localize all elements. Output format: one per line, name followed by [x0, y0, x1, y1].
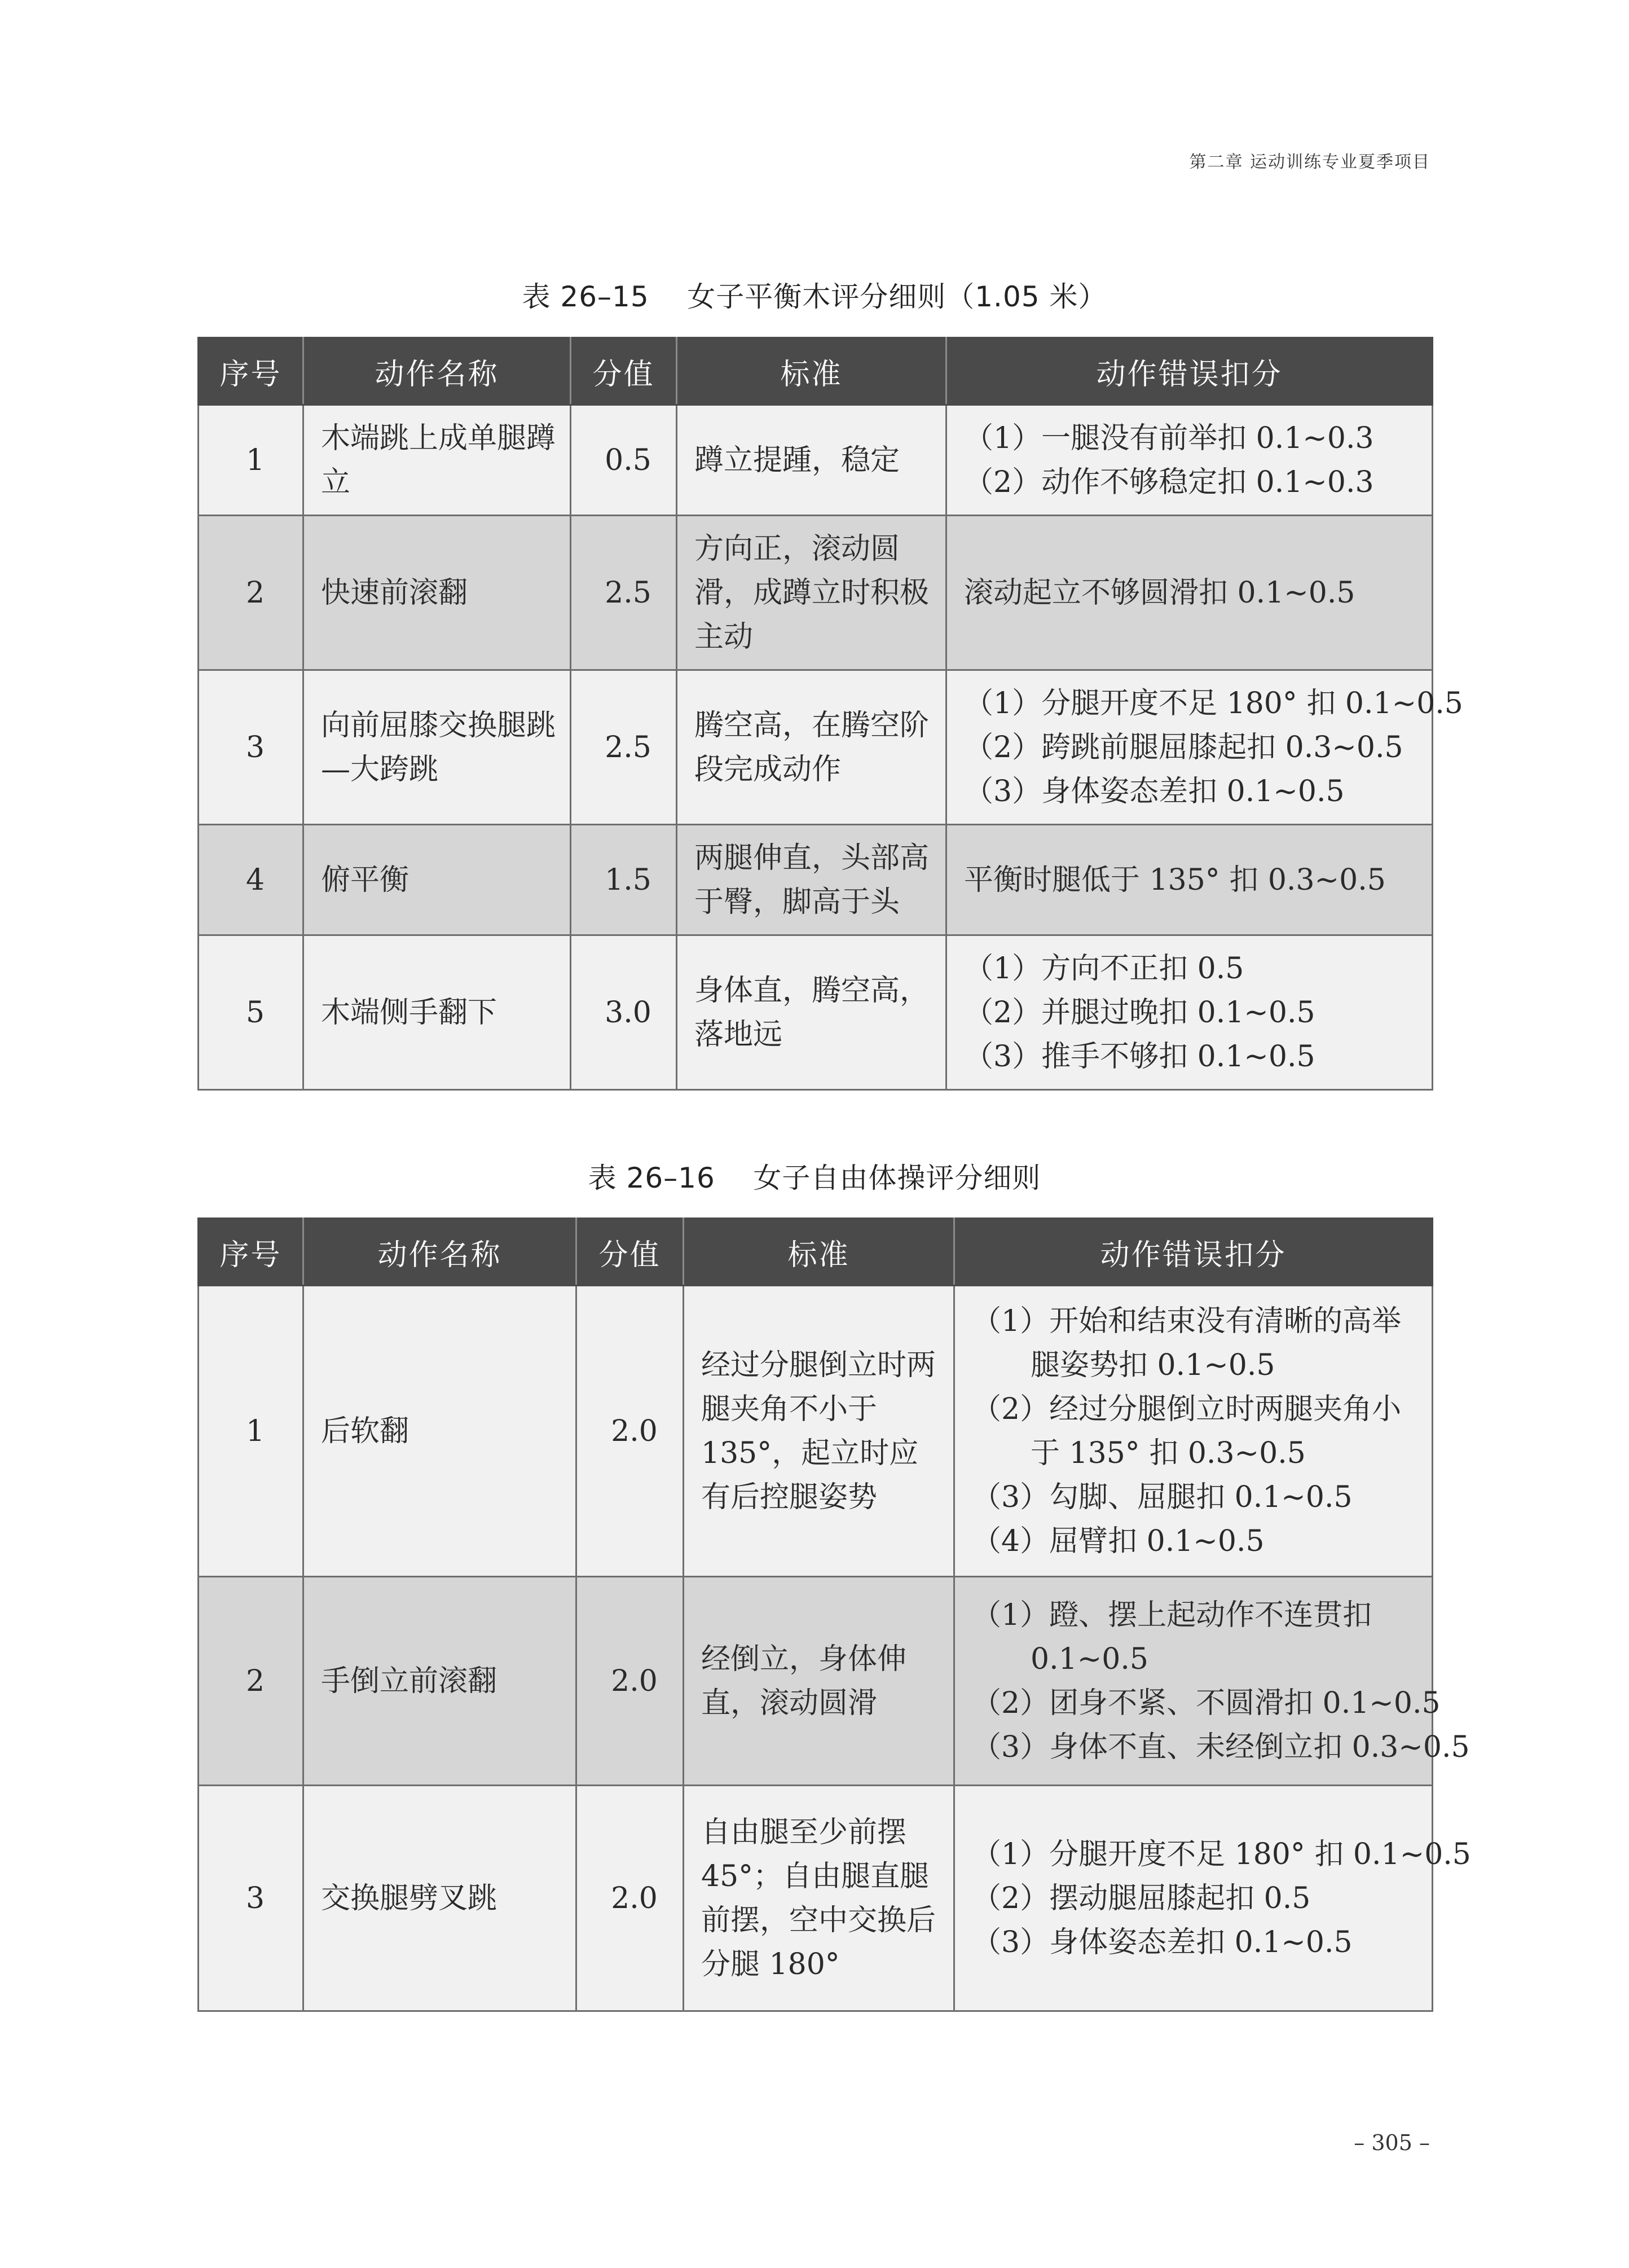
standard-text: 两腿伸直，头部高于臀，脚高于头 [677, 825, 946, 935]
column-header-deductions: 动作错误扣分 [946, 338, 1433, 405]
deduction-cell [946, 825, 1433, 935]
score-value: 2.0 [576, 1786, 684, 2011]
deduction-item: （2）动作不够稳定扣 0.1~0.3 [964, 465, 1374, 499]
table-row [199, 1786, 1433, 2011]
deduction-item: （4）屈臂扣 0.1~0.5 [972, 1524, 1265, 1558]
column-header-name: 动作名称 [303, 338, 571, 405]
table-row [199, 825, 1433, 935]
deduction-cell [946, 405, 1433, 516]
deduction-item: 滚动起立不够圆滑扣 0.1~0.5 [964, 575, 1355, 610]
deduction-item: （1）方向不正扣 0.5 [964, 951, 1244, 986]
deduction-cell [946, 516, 1433, 670]
action-name: 俯平衡 [303, 825, 571, 935]
standard-text: 方向正，滚动圆滑，成蹲立时积极主动 [677, 516, 946, 670]
column-header-standard: 标准 [677, 338, 946, 405]
deduction-item: （1）分腿开度不足 180° 扣 0.1~0.5 [964, 686, 1463, 720]
deduction-item: （2）跨跳前腿屈膝起扣 0.3~0.5 [964, 730, 1403, 764]
table2-header-row [199, 1219, 1433, 1286]
table2 [197, 1217, 1471, 2012]
deduction-cell [954, 1786, 1471, 2011]
action-name: 木端侧手翻下 [303, 935, 571, 1090]
row-number: 1 [199, 1286, 303, 1577]
score-value: 0.5 [571, 405, 677, 516]
score-value: 3.0 [571, 935, 677, 1090]
standard-text: 经倒立，身体伸直，滚动圆滑 [684, 1577, 954, 1786]
deduction-item: （1）分腿开度不足 180° 扣 0.1~0.5 [972, 1837, 1471, 1871]
deduction-cell [946, 935, 1433, 1090]
score-value: 1.5 [571, 825, 677, 935]
column-header-score: 分值 [571, 338, 677, 405]
table-row [199, 670, 1433, 825]
table1-header-row [199, 338, 1433, 405]
deduction-item: （3）身体姿态差扣 0.1~0.5 [964, 774, 1345, 808]
score-value: 2.5 [571, 516, 677, 670]
column-header-deductions: 动作错误扣分 [954, 1219, 1433, 1286]
running-header: 第二章 运动训练专业夏季项目 [1189, 152, 1430, 172]
deduction-cell [954, 1286, 1433, 1577]
deduction-cell [946, 670, 1463, 825]
table1 [197, 337, 1463, 1091]
standard-text: 身体直，腾空高，落地远 [677, 935, 946, 1090]
column-header-no: 序号 [199, 338, 303, 405]
deduction-item: （1）一腿没有前举扣 0.1~0.3 [964, 421, 1374, 455]
standard-text: 经过分腿倒立时两腿夹角不小于 135°，起立时应有后控腿姿势 [684, 1286, 954, 1577]
table-row [199, 1577, 1433, 1786]
deduction-item: （2）团身不紧、不圆滑扣 0.1~0.5 [972, 1686, 1441, 1720]
row-number: 5 [199, 935, 303, 1090]
standard-text: 蹲立提踵，稳定 [677, 405, 946, 516]
table-row [199, 1286, 1433, 1577]
deduction-cell [954, 1577, 1470, 1786]
row-number: 3 [199, 670, 303, 825]
table1-title: 表 26–15 女子平衡木评分细则（1.05 米） [522, 280, 1107, 313]
column-header-standard: 标准 [684, 1219, 954, 1286]
row-number: 2 [199, 1577, 303, 1786]
table-row [199, 516, 1433, 670]
column-header-no: 序号 [199, 1219, 303, 1286]
action-name: 木端跳上成单腿蹲立 [303, 405, 571, 516]
row-number: 4 [199, 825, 303, 935]
deduction-item: （1）开始和结束没有清晰的高举腿姿势扣 0.1~0.5 [972, 1304, 1402, 1382]
score-value: 2.0 [576, 1286, 684, 1577]
score-value: 2.0 [576, 1577, 684, 1786]
column-header-score: 分值 [576, 1219, 684, 1286]
deduction-item: （3）勾脚、屈腿扣 0.1~0.5 [972, 1480, 1353, 1514]
deduction-item: （2）并腿过晚扣 0.1~0.5 [964, 995, 1315, 1030]
standard-text: 腾空高，在腾空阶段完成动作 [677, 670, 946, 825]
deduction-item: （3）身体不直、未经倒立扣 0.3~0.5 [972, 1730, 1470, 1764]
deduction-item: （3）身体姿态差扣 0.1~0.5 [972, 1925, 1353, 1959]
row-number: 2 [199, 516, 303, 670]
deduction-item: 平衡时腿低于 135° 扣 0.3~0.5 [964, 863, 1386, 897]
table-row [199, 935, 1433, 1090]
deduction-item: （2）摆动腿屈膝起扣 0.5 [972, 1881, 1311, 1915]
column-header-name: 动作名称 [303, 1219, 576, 1286]
deduction-item: （1）蹬、摆上起动作不连贯扣 0.1~0.5 [972, 1598, 1372, 1676]
row-number: 1 [199, 405, 303, 516]
action-name: 向前屈膝交换腿跳—大跨跳 [303, 670, 571, 825]
table-row [199, 405, 1433, 516]
page-number: – 305 – [1354, 2130, 1430, 2155]
deduction-item: （3）推手不够扣 0.1~0.5 [964, 1039, 1315, 1074]
deduction-item: （2）经过分腿倒立时两腿夹角小于 135° 扣 0.3~0.5 [972, 1392, 1402, 1470]
action-name: 后软翻 [303, 1286, 576, 1577]
standard-text: 自由腿至少前摆 45°；自由腿直腿前摆，空中交换后分腿 180° [684, 1786, 954, 2011]
action-name: 手倒立前滚翻 [303, 1577, 576, 1786]
score-value: 2.5 [571, 670, 677, 825]
table2-title: 表 26–16 女子自由体操评分细则 [588, 1162, 1041, 1194]
action-name: 交换腿劈叉跳 [303, 1786, 576, 2011]
row-number: 3 [199, 1786, 303, 2011]
action-name: 快速前滚翻 [303, 516, 571, 670]
